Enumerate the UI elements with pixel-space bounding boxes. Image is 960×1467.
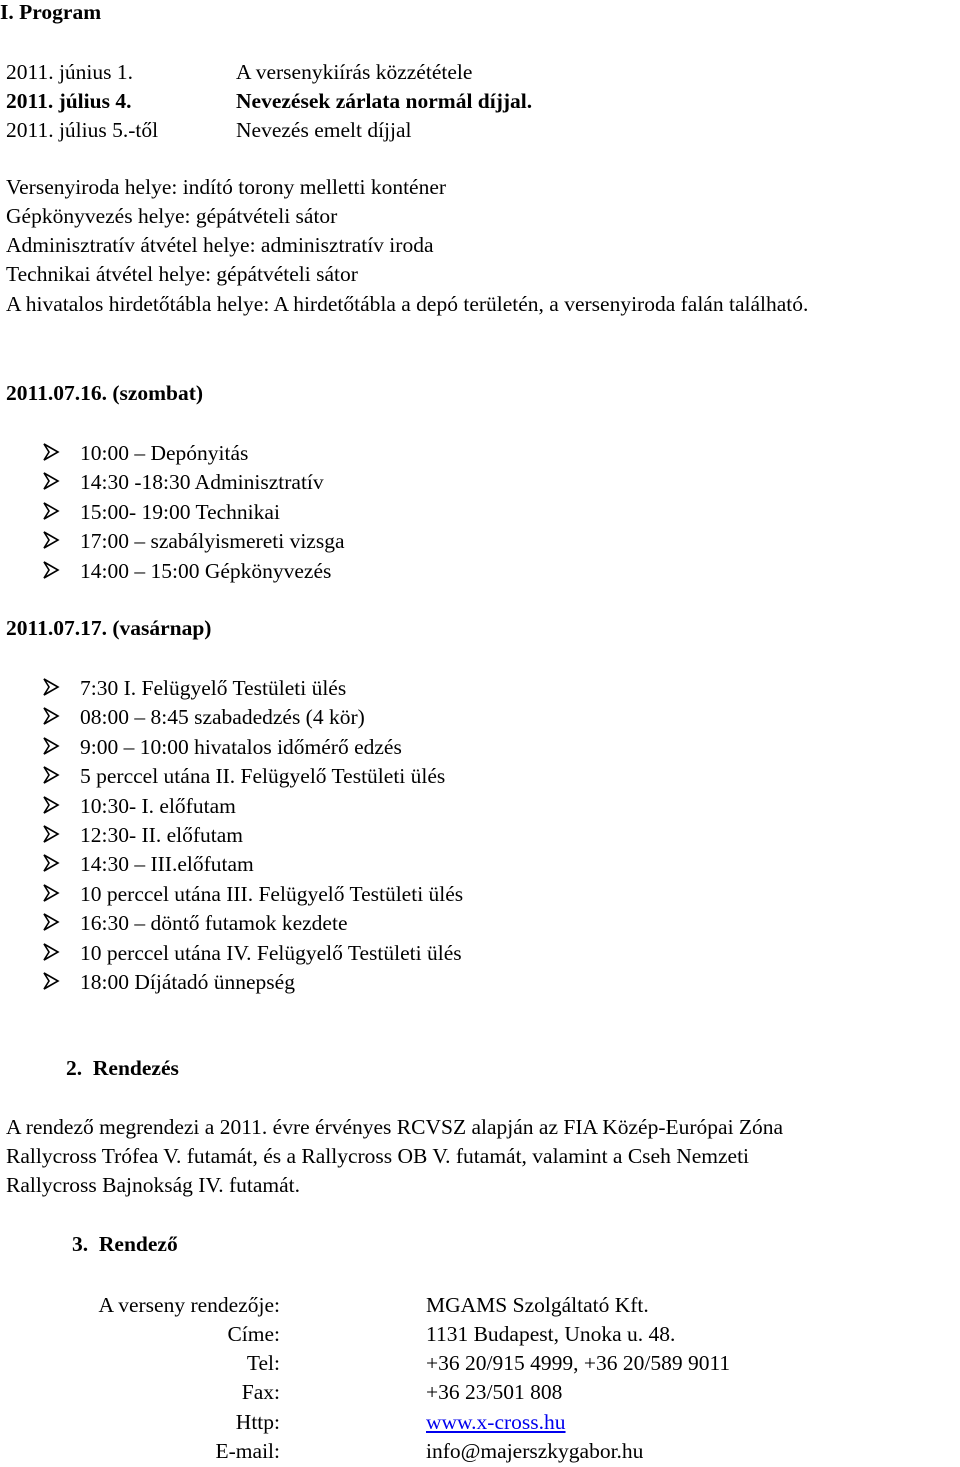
- arrowhead-bullet-icon: [42, 884, 60, 902]
- schedule-desc: A versenykiírás közzététele: [236, 60, 473, 84]
- day-title-sunday: 2011.07.17. (vasárnap): [6, 616, 212, 640]
- section-title: Rendező: [98, 1232, 178, 1256]
- list-item-text: 14:30 – III.előfutam: [80, 852, 254, 877]
- arrowhead-bullet-icon: [42, 472, 60, 490]
- arrowhead-bullet-icon: [42, 502, 60, 520]
- list-item-text: 16:30 – döntő futamok kezdete: [80, 911, 348, 936]
- list-item-text: 10 perccel utána IV. Felügyelő Testületi ülés: [80, 940, 462, 965]
- list-item-text: 08:00 – 8:45 szabadedzés (4 kör): [80, 705, 365, 730]
- organizer-row: [0, 1293, 960, 1317]
- location-line: Versenyiroda helye: indító torony melletti konténer: [6, 175, 447, 199]
- schedule-desc: Nevezések zárlata normál díjjal.: [236, 89, 533, 113]
- list-item-text: 7:30 I. Felügyelő Testületi ülés: [80, 676, 347, 700]
- phone-row: [0, 1351, 960, 1375]
- arrowhead-bullet-icon: [42, 913, 60, 931]
- paragraph-line: A rendező megrendezi a 2011. évre érvényes RCVSZ alapján az FIA Közép-Európai Zóna: [6, 1115, 784, 1139]
- location-line: Technikai átvétel helye: gépátvételi sátor: [6, 262, 358, 286]
- arrowhead-bullet-icon: [42, 443, 60, 461]
- arrowhead-bullet-icon: [42, 531, 60, 549]
- organizer-value: MGAMS Szolgáltató Kft.: [426, 1293, 649, 1317]
- paragraph-line: Rallycross Bajnokság IV. futamát.: [6, 1173, 300, 1197]
- list-item-text: 14:30 -18:30 Adminisztratív: [80, 470, 324, 495]
- fax-row: [0, 1380, 960, 1404]
- address-row: [0, 1322, 960, 1346]
- section-title: Rendezés: [92, 1056, 179, 1080]
- day-title-saturday: 2011.07.16. (szombat): [6, 381, 204, 405]
- arrowhead-bullet-icon: [42, 943, 60, 961]
- arrowhead-bullet-icon: [42, 972, 60, 990]
- schedule-desc: Nevezés emelt díjjal: [236, 118, 412, 142]
- website-label: Http:: [235, 1410, 280, 1434]
- email-label: E-mail:: [215, 1439, 280, 1463]
- list-item-text: 5 perccel utána II. Felügyelő Testületi ülés: [80, 764, 446, 789]
- schedule-date: 2011. június 1.: [6, 60, 134, 84]
- section-number: 2.: [66, 1056, 83, 1080]
- list-item-text: 10:30- I. előfutam: [80, 793, 236, 818]
- email-row: [0, 1439, 960, 1463]
- email-value: info@majerszkygabor.hu: [426, 1439, 644, 1463]
- list-item-text: 10:00 – Depónyitás: [80, 441, 249, 465]
- location-line: Adminisztratív átvétel helye: adminisztratív iroda: [6, 233, 434, 257]
- list-item-text: 14:00 – 15:00 Gépkönyvezés: [80, 558, 332, 583]
- list-item-text: 12:30- II. előfutam: [80, 823, 243, 847]
- address-value: 1131 Budapest, Unoka u. 48.: [426, 1322, 676, 1346]
- phone-value: +36 20/915 4999, +36 20/589 9011: [426, 1351, 731, 1375]
- arrowhead-bullet-icon: [42, 796, 60, 814]
- arrowhead-bullet-icon: [42, 825, 60, 843]
- location-line: A hivatalos hirdetőtábla helye: A hirdetőtábla a depó területén, a versenyiroda falán található.: [6, 292, 809, 316]
- schedule-date: 2011. július 5.-től: [6, 118, 159, 142]
- paragraph-line: Rallycross Trófea V. futamát, és a Rallycross OB V. futamát, valamint a Cseh Nemzeti: [6, 1144, 750, 1168]
- arrowhead-bullet-icon: [42, 678, 60, 696]
- section-number: 3.: [72, 1232, 89, 1256]
- list-item-text: 17:00 – szabályismereti vizsga: [80, 529, 345, 554]
- list-item-text: 18:00 Díjátadó ünnepség: [80, 970, 295, 994]
- arrowhead-bullet-icon: [42, 854, 60, 872]
- arrowhead-bullet-icon: [42, 707, 60, 725]
- list-item-text: 15:00- 19:00 Technikai: [80, 499, 280, 524]
- schedule-date: 2011. július 4.: [6, 89, 132, 113]
- list-item-text: 9:00 – 10:00 hivatalos időmérő edzés: [80, 734, 402, 759]
- phone-label: Tel:: [246, 1351, 280, 1375]
- website-link[interactable]: www.x-cross.hu: [426, 1410, 566, 1434]
- organizer-label: A verseny rendezője:: [98, 1293, 280, 1317]
- arrowhead-bullet-icon: [42, 766, 60, 784]
- fax-label: Fax:: [241, 1380, 280, 1404]
- website-row: [0, 1410, 960, 1434]
- address-label: Címe:: [227, 1322, 280, 1346]
- arrowhead-bullet-icon: [42, 561, 60, 579]
- section-heading-rendezo: [72, 1234, 178, 1256]
- section-heading-program: I. Program: [0, 0, 102, 24]
- arrowhead-bullet-icon: [42, 737, 60, 755]
- section-heading-rendezes: [66, 1058, 179, 1080]
- fax-value: +36 23/501 808: [426, 1380, 563, 1404]
- list-item-text: 10 perccel utána III. Felügyelő Testületi ülés: [80, 881, 464, 906]
- location-line: Gépkönyvezés helye: gépátvételi sátor: [6, 204, 338, 228]
